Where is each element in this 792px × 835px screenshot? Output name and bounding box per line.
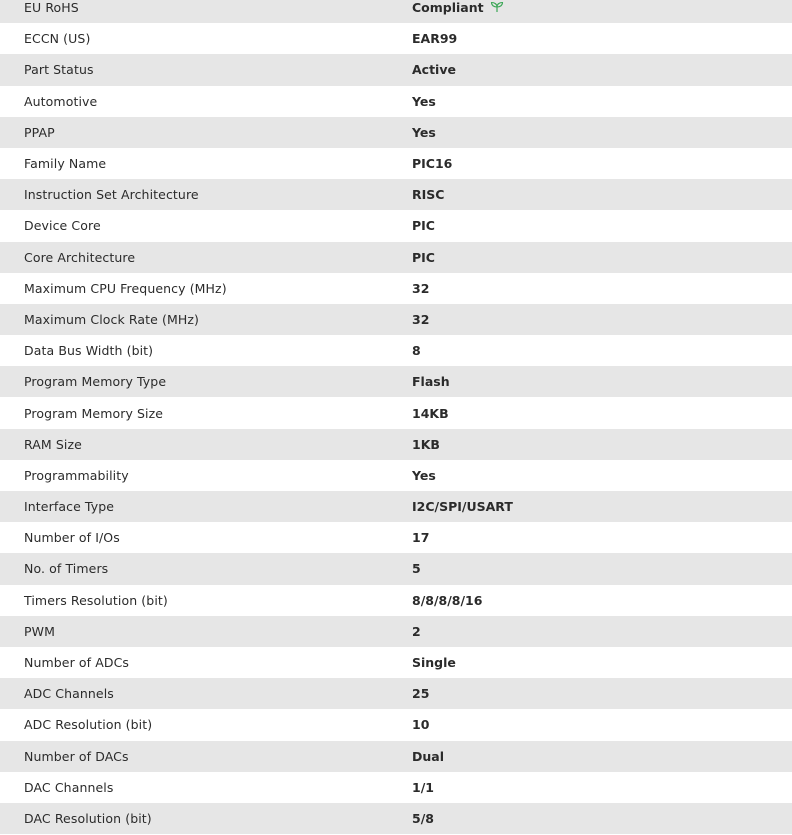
- spec-row-no-of-timers: [0, 553, 792, 584]
- spec-row-timers-resolution: [0, 585, 792, 616]
- spec-label: Number of ADCs: [24, 655, 130, 671]
- spec-value: PIC: [412, 218, 435, 234]
- spec-row-isa: [0, 179, 792, 210]
- spec-row-program-memory-type: [0, 366, 792, 397]
- spec-label: PWM: [24, 623, 55, 639]
- spec-row-interface-type: [0, 491, 792, 522]
- spec-row-dac-channels: [0, 772, 792, 803]
- spec-value: 5: [412, 561, 421, 577]
- spec-label: DAC Channels: [24, 779, 114, 795]
- spec-label: Timers Resolution (bit): [24, 592, 168, 608]
- spec-row-number-of-dacs: [0, 741, 792, 772]
- spec-row-number-of-adcs: [0, 647, 792, 678]
- spec-label: Family Name: [24, 156, 107, 172]
- spec-row-programmability: [0, 460, 792, 491]
- spec-row-program-memory-size: [0, 397, 792, 428]
- spec-value: 2: [412, 623, 421, 639]
- spec-value: 1/1: [412, 779, 434, 795]
- spec-label: RAM Size: [24, 436, 82, 452]
- spec-row-ram-size: [0, 429, 792, 460]
- spec-label: Program Memory Type: [24, 374, 167, 390]
- spec-label: Part Status: [24, 62, 94, 78]
- spec-label: Core Architecture: [24, 249, 136, 265]
- spec-value: 8/8/8/8/16: [412, 592, 483, 608]
- spec-row-data-bus-width: [0, 335, 792, 366]
- spec-value: Dual: [412, 748, 444, 764]
- spec-value: Flash: [412, 374, 450, 390]
- spec-label: Data Bus Width (bit): [24, 343, 154, 359]
- spec-row-max-cpu-frequency: [0, 273, 792, 304]
- spec-label: Number of DACs: [24, 748, 129, 764]
- spec-row-eccn: [0, 23, 792, 54]
- spec-value: Yes: [412, 467, 436, 483]
- spec-row-ppap: [0, 117, 792, 148]
- spec-value: EAR99: [412, 31, 458, 47]
- spec-value: Yes: [412, 93, 436, 109]
- spec-value: 5/8: [412, 810, 434, 826]
- spec-value-text: Compliant: [412, 0, 484, 16]
- spec-label: Interface Type: [24, 499, 115, 515]
- spec-row-core-architecture: [0, 242, 792, 273]
- spec-label: Maximum CPU Frequency (MHz): [24, 280, 227, 296]
- spec-value: 10: [412, 717, 430, 733]
- spec-row-eu-rohs: [0, 0, 792, 23]
- spec-row-automotive: [0, 86, 792, 117]
- spec-value: [412, 0, 792, 23]
- spec-value: Yes: [412, 124, 436, 140]
- spec-value: 1KB: [412, 436, 440, 452]
- spec-row-adc-resolution: [0, 709, 792, 740]
- spec-value: Single: [412, 655, 456, 671]
- spec-value: 32: [412, 280, 430, 296]
- spec-row-device-core: [0, 210, 792, 241]
- spec-label: DAC Resolution (bit): [24, 810, 152, 826]
- spec-row-number-of-ios: [0, 522, 792, 553]
- spec-value: PIC: [412, 249, 435, 265]
- spec-value: 17: [412, 530, 430, 546]
- spec-value: I2C/SPI/USART: [412, 499, 513, 515]
- spec-row-pwm: [0, 616, 792, 647]
- spec-label: EU RoHS: [24, 0, 79, 16]
- spec-value: RISC: [412, 187, 445, 203]
- spec-value: 8: [412, 343, 421, 359]
- spec-row-family-name: [0, 148, 792, 179]
- spec-label: PPAP: [24, 124, 55, 140]
- leaf-icon: [490, 1, 504, 13]
- spec-value: Active: [412, 62, 456, 78]
- spec-label: Device Core: [24, 218, 101, 234]
- spec-label: No. of Timers: [24, 561, 109, 577]
- spec-row-dac-resolution: [0, 803, 792, 834]
- spec-label: ECCN (US): [24, 31, 91, 47]
- spec-value: PIC16: [412, 156, 453, 172]
- spec-label: ADC Channels: [24, 686, 114, 702]
- spec-label: ADC Resolution (bit): [24, 717, 153, 733]
- spec-value: 25: [412, 686, 430, 702]
- spec-label: Programmability: [24, 467, 129, 483]
- spec-label: Number of I/Os: [24, 530, 120, 546]
- spec-value: 14KB: [412, 405, 449, 421]
- spec-value: 32: [412, 311, 430, 327]
- spec-row-part-status: [0, 54, 792, 85]
- spec-label: Maximum Clock Rate (MHz): [24, 311, 200, 327]
- spec-label: Program Memory Size: [24, 405, 164, 421]
- spec-label: Automotive: [24, 93, 98, 109]
- spec-row-adc-channels: [0, 678, 792, 709]
- spec-label: Instruction Set Architecture: [24, 187, 199, 203]
- spec-row-max-clock-rate: [0, 304, 792, 335]
